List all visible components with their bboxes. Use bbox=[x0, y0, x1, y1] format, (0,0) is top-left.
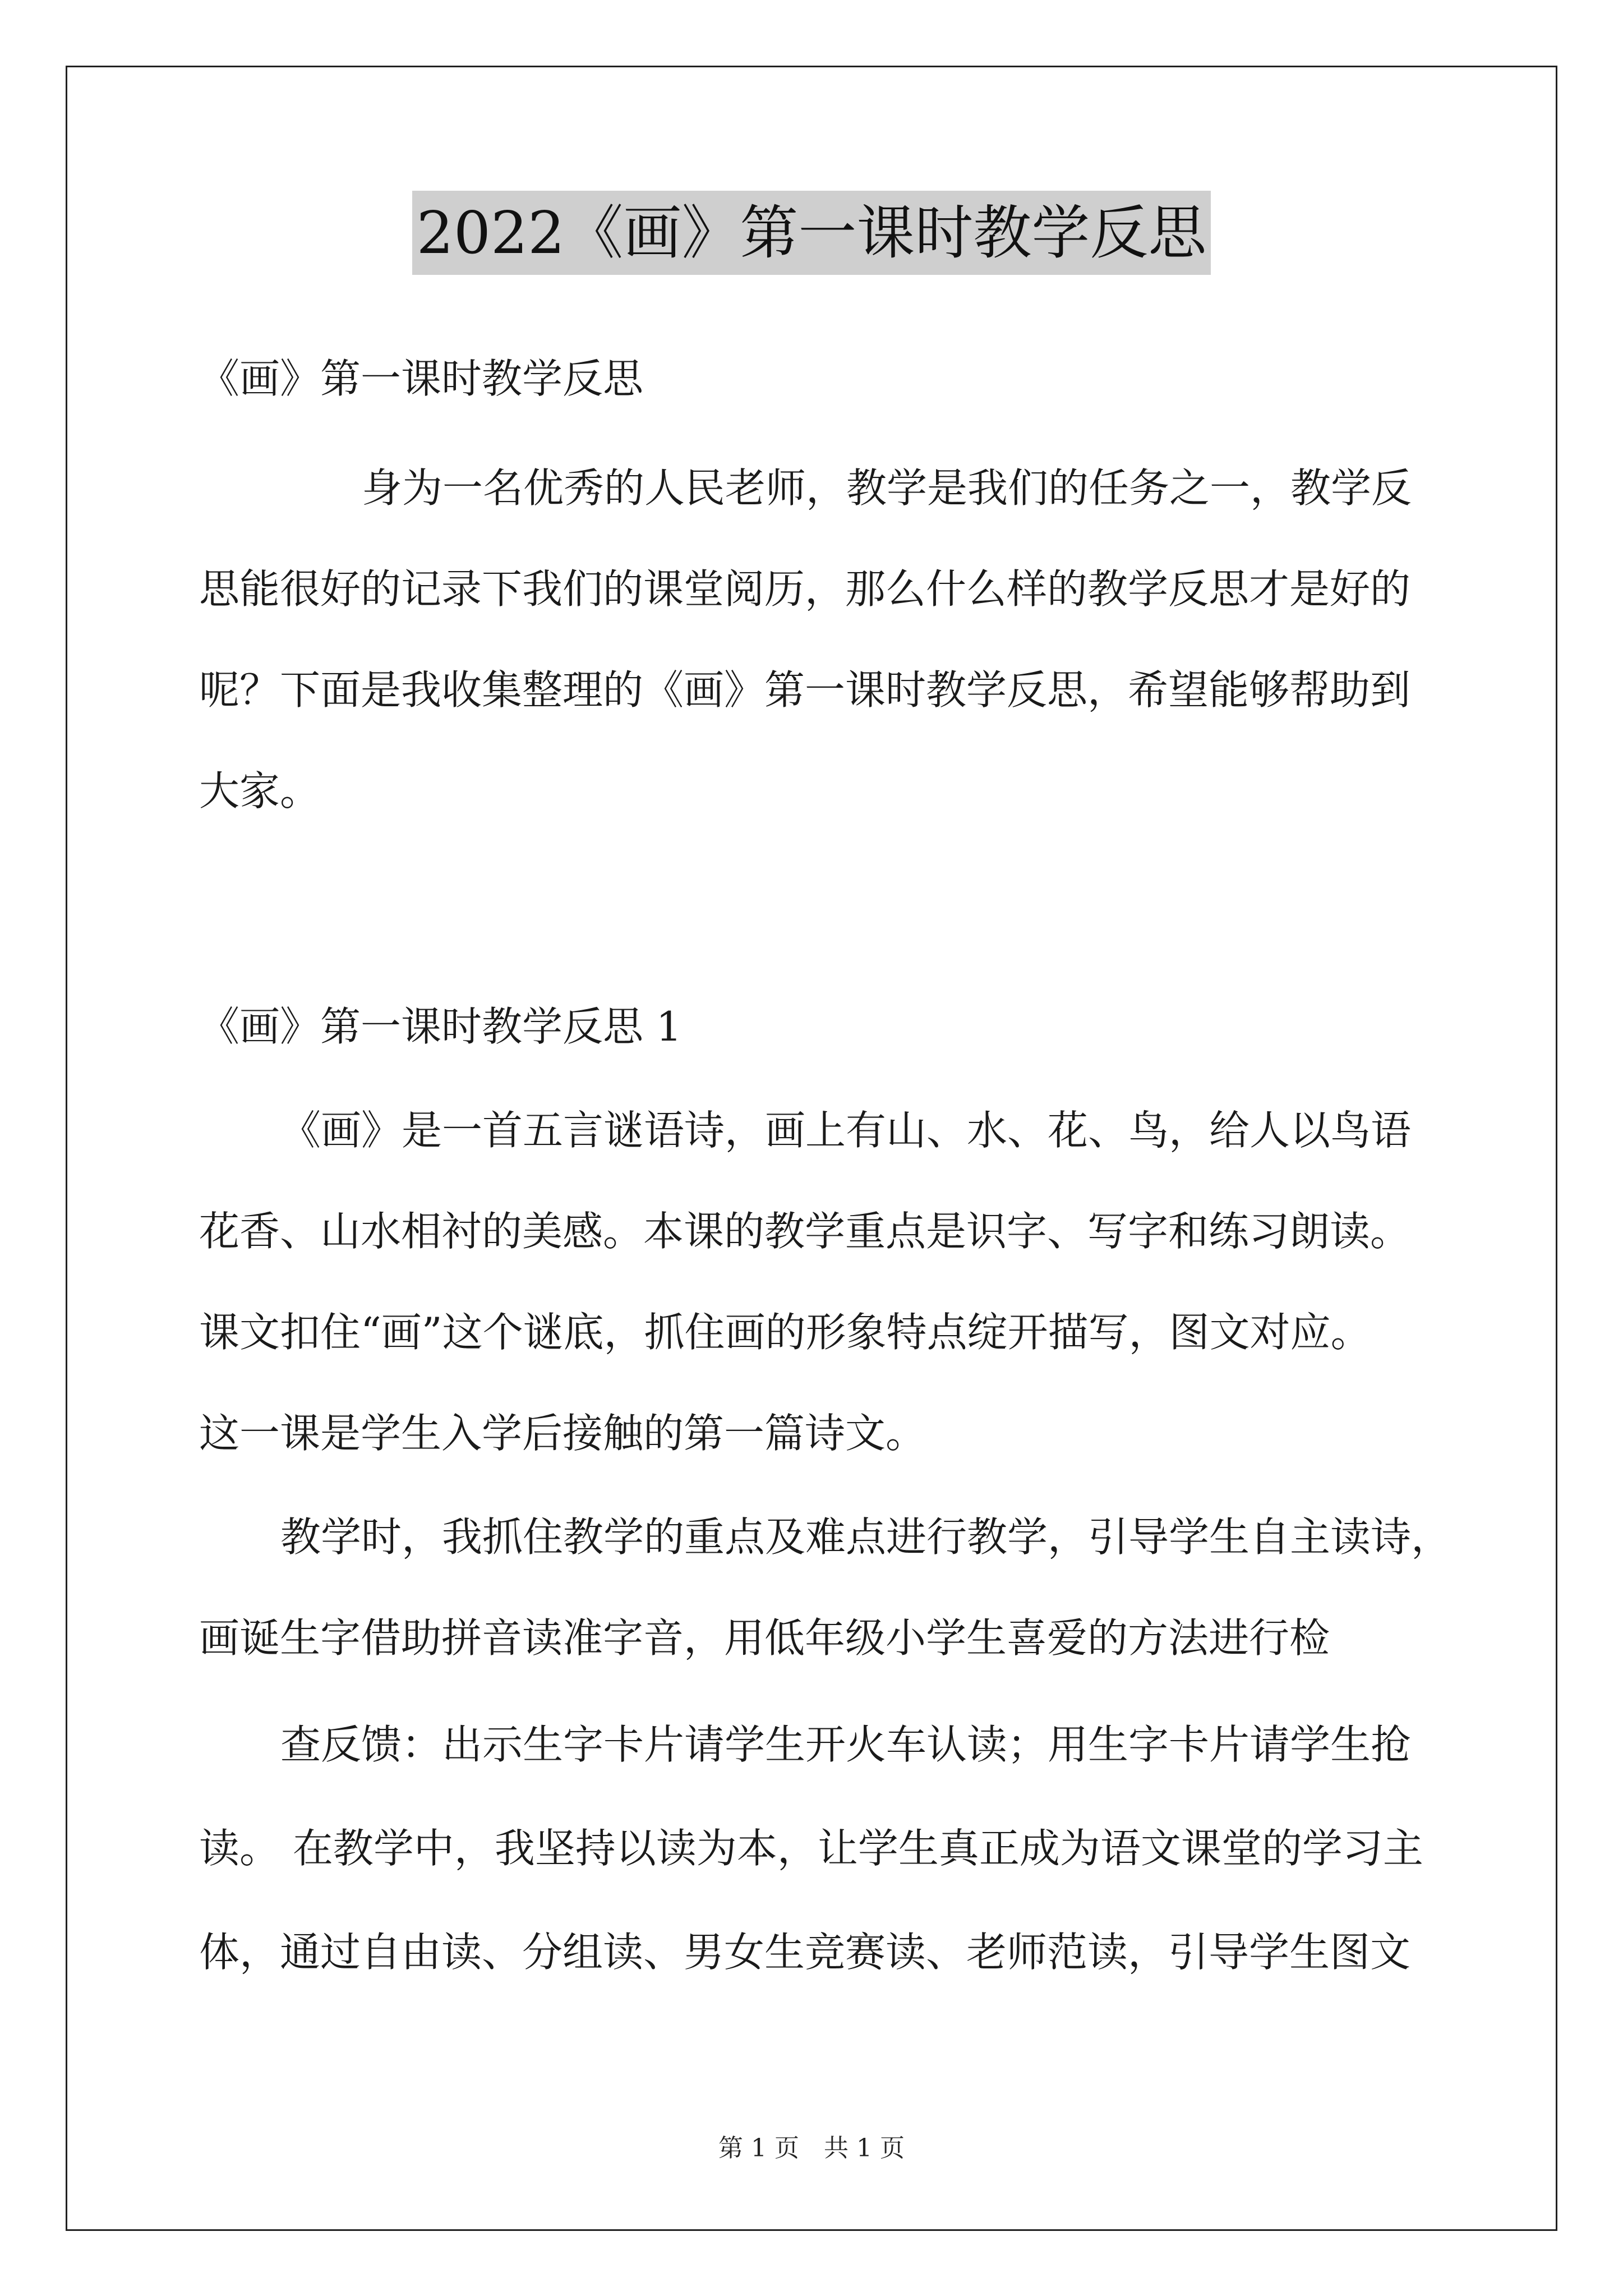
body-line-9: 体，通过自由读、分组读、男女生竞赛读、老师范读，引导学生图文 bbox=[199, 1929, 1411, 1976]
intro-line-2: 思能很好的记录下我们的课堂阅历，那么什么样的教学反思才是好的 bbox=[199, 565, 1411, 613]
intro-line-1: 身为一名优秀的人民老师，教学是我们的任务之一，教学反 bbox=[362, 464, 1412, 512]
intro-line-3: 呢？下面是我收集整理的《画》第一课时教学反思，希望能够帮助到 bbox=[199, 666, 1411, 714]
body-line-6: 画诞生字借助拼音读准字音，用低年级小学生喜爱的方法进行检 bbox=[199, 1614, 1330, 1662]
section-heading: 《画》第一课时教学反思 1 bbox=[199, 1003, 682, 1050]
body-line-8: 读。 在教学中，我坚持以读为本，让学生真正成为语文课堂的学习主 bbox=[199, 1825, 1423, 1872]
body-line-3: 课文扣住“画”这个谜底，抓住画的形象特点绽开描写，图文对应。 bbox=[199, 1309, 1371, 1356]
body-line-4: 这一课是学生入学后接触的第一篇诗文。 bbox=[199, 1410, 926, 1457]
body-line-2: 花香、山水相衬的美感。本课的教学重点是识字、写字和练习朗读。 bbox=[199, 1208, 1411, 1255]
page-footer: 第 1 页 共 1 页 bbox=[718, 2134, 905, 2162]
body-line-7: 查反馈：出示生字卡片请学生开火车认读；用生字卡片请学生抢 bbox=[280, 1721, 1412, 1768]
body-line-5: 教学时，我抓住教学的重点及难点进行教学，引导学生自主读诗， bbox=[280, 1513, 1452, 1561]
document-title: 2022《画》第一课时教学反思 bbox=[412, 191, 1211, 275]
body-line-1: 《画》是一首五言谜语诗，画上有山、水、花、鸟，给人以鸟语 bbox=[280, 1107, 1412, 1154]
title-container bbox=[0, 191, 1623, 275]
subtitle-line: 《画》第一课时教学反思 bbox=[199, 355, 644, 402]
intro-line-4: 大家。 bbox=[199, 767, 321, 815]
